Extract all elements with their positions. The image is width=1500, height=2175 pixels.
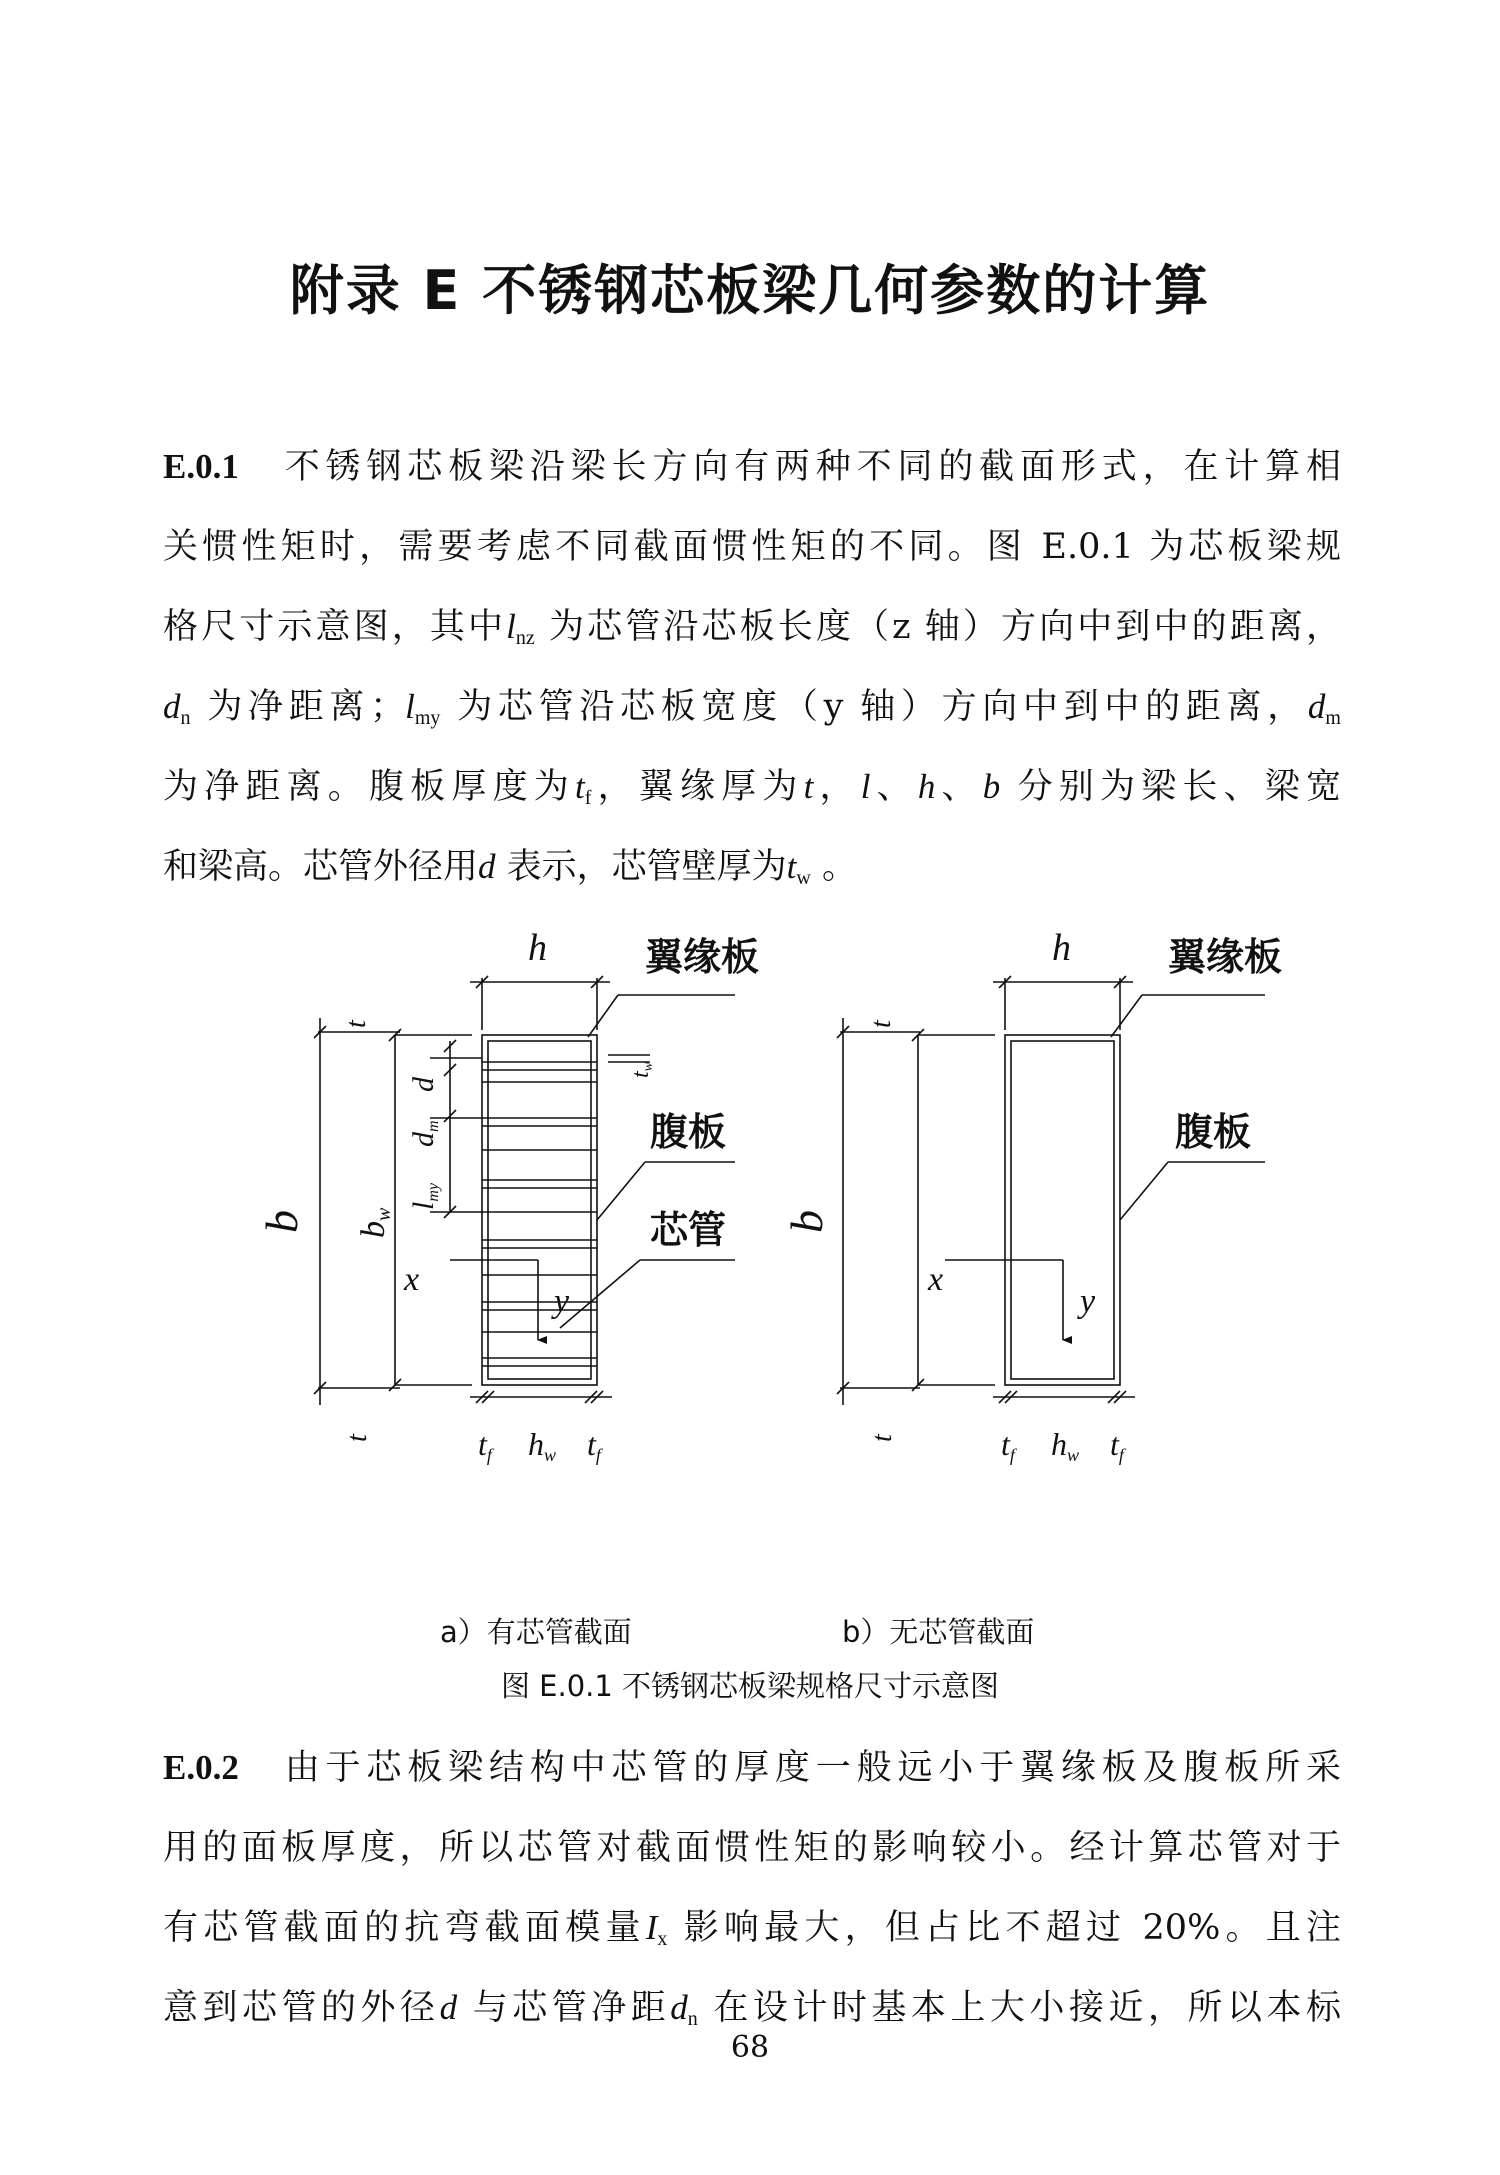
section-with-tubes (314, 976, 735, 1405)
text-run: 为芯管沿芯板宽度（y 轴）方向中到中的距离， (440, 687, 1308, 727)
text-line (163, 827, 1341, 907)
label-flange: 翼缘板 (1168, 937, 1283, 979)
subcaption-a: a）有芯管截面 (440, 1615, 632, 1649)
symbol: $d_m$ (1307, 687, 1341, 729)
label-t: t (866, 1020, 897, 1028)
symbol: $l_{my}$ (405, 687, 441, 729)
text-run: ， (813, 767, 861, 807)
label-tf: tf (478, 1426, 492, 1465)
symbol: $d_n$ (163, 687, 191, 729)
label-h: h (528, 927, 547, 969)
text-run: 用的面板厚度，所以芯管对截面惯性矩的影响较小。经计算芯管对于 (163, 1828, 1341, 1868)
label-h: h (1052, 927, 1071, 969)
symbol: d (439, 1988, 458, 2027)
text-run: 。 (810, 847, 857, 887)
figure-caption: 图 E.0.1 不锈钢芯板梁规格尺寸示意图 (500, 1669, 1000, 1703)
text-run: 有芯管截面的抗弯截面模量 (163, 1908, 646, 1948)
subcaption-b: b）无芯管截面 (842, 1615, 1035, 1649)
label-d: d (407, 1077, 440, 1092)
label-tf: tf (587, 1426, 601, 1465)
text-run: ，翼缘厚为 (591, 767, 804, 807)
label-x: x (928, 1261, 944, 1298)
text-line (163, 507, 1341, 587)
label-b: b (256, 1210, 307, 1233)
text-line (163, 667, 1341, 747)
label-hw: hw (1051, 1426, 1080, 1465)
text-line (163, 1888, 1341, 1968)
symbol: t (803, 767, 814, 806)
svg-text:tw: tw (628, 1061, 656, 1078)
appendix-title: 附录 E 不锈钢芯板梁几何参数的计算 (289, 259, 1211, 322)
symbol: $t_f$ (574, 767, 592, 809)
svg-text:lmy: lmy (407, 1183, 442, 1210)
text-run: 为净距离。腹板厚度为 (163, 767, 575, 807)
paragraph-e01 (163, 427, 1341, 907)
page-number: 68 (730, 2030, 770, 2065)
paragraph-e02 (163, 1728, 1341, 2048)
symbol: h (917, 767, 936, 806)
label-flange: 翼缘板 (645, 937, 760, 979)
symbol: $I_x$ (645, 1908, 668, 1950)
label-web: 腹板 (1175, 1112, 1252, 1154)
label-y: y (554, 1283, 570, 1320)
text-run: 不锈钢芯板梁沿梁长方向有两种不同的截面形式，在计算相 (278, 447, 1341, 487)
text-run: 与芯管净距 (457, 1988, 671, 2028)
symbol: b (982, 767, 1001, 806)
label-tf: tf (1001, 1426, 1015, 1465)
text-line (163, 427, 1341, 507)
text-run: 在设计时基本上大小接近，所以本标 (697, 1988, 1341, 2028)
symbol: $t_w$ (786, 847, 811, 889)
text-run: 关惯性矩时，需要考虑不同截面惯性矩的不同。图 E.0.1 为芯板梁规 (163, 527, 1341, 567)
cross-section-diagram (0, 900, 1500, 1600)
text-run: 影响最大，但占比不超过 20%。且注 (667, 1908, 1341, 1948)
label-bw (355, 1207, 395, 1238)
text-run: 表示，芯管壁厚为 (495, 847, 787, 887)
core-tubes (482, 1062, 597, 1366)
text-run: 和梁高。芯管外径用 (163, 847, 479, 887)
text-run: 、 (870, 767, 918, 807)
label-dm (407, 1120, 442, 1147)
label-b: b (781, 1210, 832, 1233)
symbol: d (478, 847, 496, 886)
label-y: y (1080, 1283, 1096, 1320)
text-run: 为芯管沿芯板长度（z 轴）方向中到中的距离， (534, 607, 1341, 647)
label-t: t (341, 1020, 372, 1028)
inner-outline (488, 1041, 591, 1379)
label-t: t (867, 1434, 898, 1442)
text-run: 格尺寸示意图，其中 (163, 607, 507, 647)
text-line (163, 747, 1341, 827)
text-line (163, 1808, 1341, 1888)
text-run: 分别为梁长、梁宽 (1000, 767, 1341, 807)
symbol: $l_{nz}$ (506, 607, 535, 649)
figure-e01 (0, 900, 1500, 1600)
svg-text:dm: dm (407, 1120, 442, 1147)
symbol: l (860, 767, 871, 806)
text-run: 、 (935, 767, 983, 807)
text-run: 由于芯板梁结构中芯管的厚度一般远小于翼缘板及腹板所采 (278, 1748, 1341, 1788)
label-web: 腹板 (650, 1112, 727, 1154)
label-x: x (404, 1261, 420, 1298)
symbol: $d_n$ (670, 1988, 698, 2030)
text-run: 为净距离； (190, 687, 406, 727)
label-hw: hw (528, 1426, 557, 1465)
section-number: E.0.2 (163, 1748, 239, 1787)
label-t: t (342, 1434, 373, 1442)
text-line (163, 587, 1341, 667)
label-tf: tf (1110, 1426, 1124, 1465)
label-lmy (407, 1182, 442, 1210)
section-without-tubes (837, 976, 1265, 1405)
label-tw (628, 1061, 656, 1078)
label-tube: 芯管 (650, 1210, 727, 1252)
svg-text:bw: bw (355, 1207, 395, 1238)
section-number: E.0.1 (163, 447, 239, 486)
text-run: 意到芯管的外径 (163, 1988, 440, 2028)
text-line (163, 1728, 1341, 1808)
